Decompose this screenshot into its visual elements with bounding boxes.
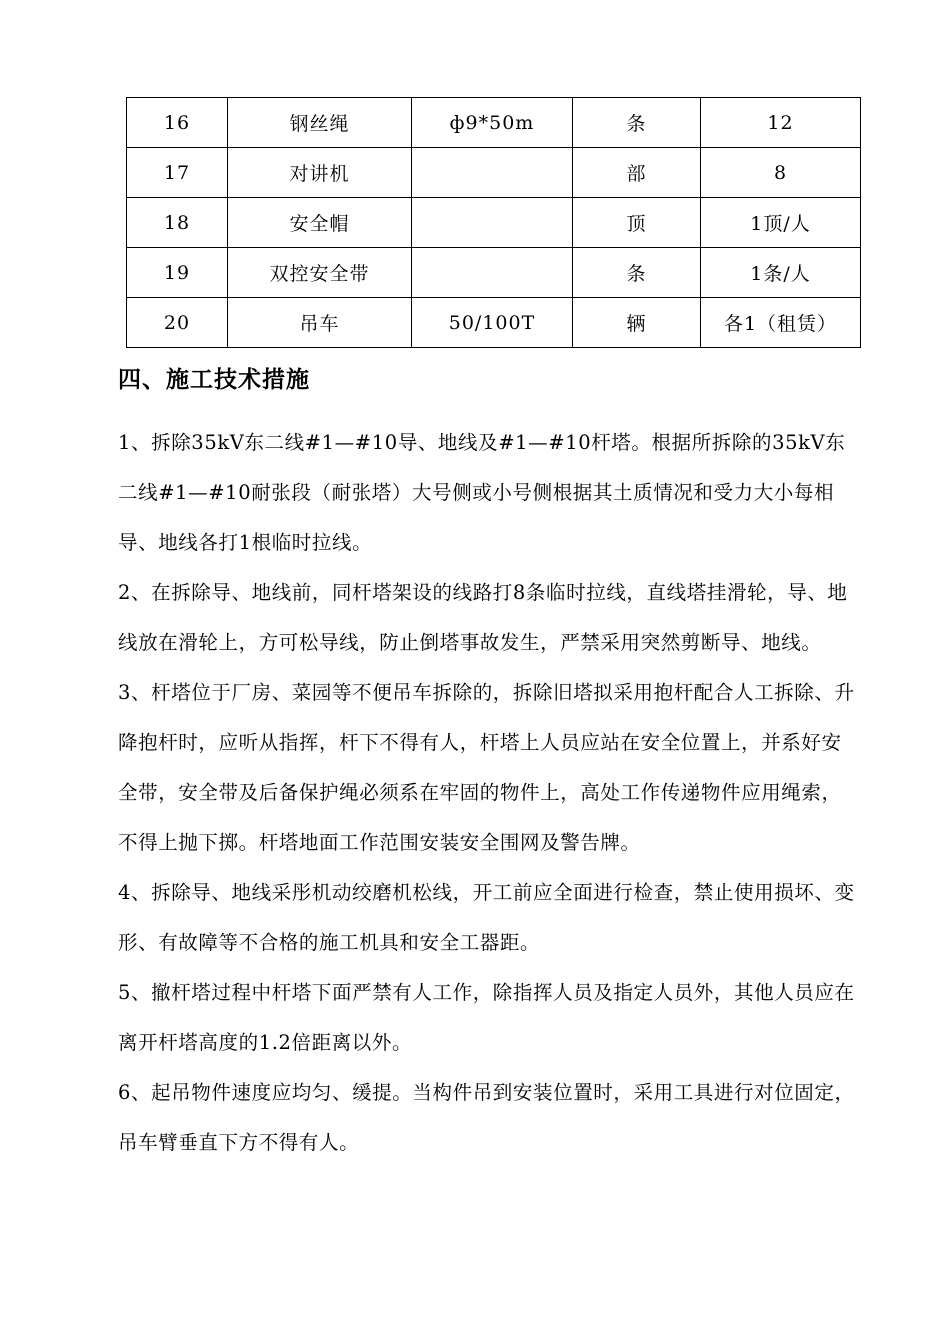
quantity-cell: 1条/人 — [701, 248, 861, 298]
table-row — [127, 98, 861, 148]
measure-paragraph-1: 1、拆除35kV东二线#1—#10导、地线及#1—#10杆塔。根据所拆除的35kV东二线#1—#10耐张段（耐张塔）大号侧或小号侧根据其土质情况和受力大小每相导、地线各打1根临时拉线。 — [118, 431, 846, 554]
unit-cell: 条 — [573, 248, 701, 298]
item-name-cell: 安全帽 — [228, 198, 412, 248]
section-heading: 四、施工技术措施 — [118, 367, 310, 393]
measure-paragraph-5: 5、撤杆塔过程中杆塔下面严禁有人工作，除指挥人员及指定人员外，其他人员应在离开杆塔高度的1.2倍距离以外。 — [118, 981, 855, 1054]
specification-cell: ф9*50m — [412, 98, 573, 148]
table-row — [127, 198, 861, 248]
row-number-cell: 19 — [127, 248, 228, 298]
unit-cell: 辆 — [573, 298, 701, 348]
unit-cell: 部 — [573, 148, 701, 198]
item-name-cell: 对讲机 — [228, 148, 412, 198]
equipment-table — [126, 97, 861, 348]
specification-cell — [412, 148, 573, 198]
row-number-cell: 16 — [127, 98, 228, 148]
measure-paragraph-6: 6、起吊物件速度应均匀、缓提。当构件吊到安装位置时，采用工具进行对位固定，吊车臂垂直下方不得有人。 — [118, 1081, 855, 1154]
measure-paragraph-3: 3、杆塔位于厂房、菜园等不便吊车拆除的，拆除旧塔拟采用抱杆配合人工拆除、升降抱杆时，应听从指挥，杆下不得有人，杆塔上人员应站在安全位置上，并系好安全带，安全带及后备保护绳必须系在牢固的物件上，高处工作传递物件应用绳索，不得上抛下掷。杆塔地面工作范围安装安全围网及警告牌。 — [118, 681, 855, 854]
quantity-cell: 8 — [701, 148, 861, 198]
measure-paragraph-4: 4、拆除导、地线采彤机动绞磨机松线，开工前应全面进行检查，禁止使用损坏、变形、有故障等不合格的施工机具和安全工器距。 — [118, 881, 855, 954]
row-number-cell: 20 — [127, 298, 228, 348]
measure-paragraph-2: 2、在拆除导、地线前，同杆塔架设的线路打8条临时拉线，直线塔挂滑轮，导、地线放在滑轮上，方可松导线，防止倒塔事故发生，严禁采用突然剪断导、地线。 — [118, 581, 848, 654]
table-row — [127, 148, 861, 198]
quantity-cell: 12 — [701, 98, 861, 148]
specification-cell: 50/100T — [412, 298, 573, 348]
quantity-cell: 1顶/人 — [701, 198, 861, 248]
table-row — [127, 248, 861, 298]
specification-cell — [412, 248, 573, 298]
unit-cell: 顶 — [573, 198, 701, 248]
unit-cell: 条 — [573, 98, 701, 148]
item-name-cell: 双控安全带 — [228, 248, 412, 298]
specification-cell — [412, 198, 573, 248]
quantity-cell: 各1（租赁） — [701, 298, 861, 348]
row-number-cell: 18 — [127, 198, 228, 248]
item-name-cell: 吊车 — [228, 298, 412, 348]
item-name-cell: 钢丝绳 — [228, 98, 412, 148]
technical-measures-list — [118, 418, 858, 1168]
table-row — [127, 298, 861, 348]
row-number-cell: 17 — [127, 148, 228, 198]
